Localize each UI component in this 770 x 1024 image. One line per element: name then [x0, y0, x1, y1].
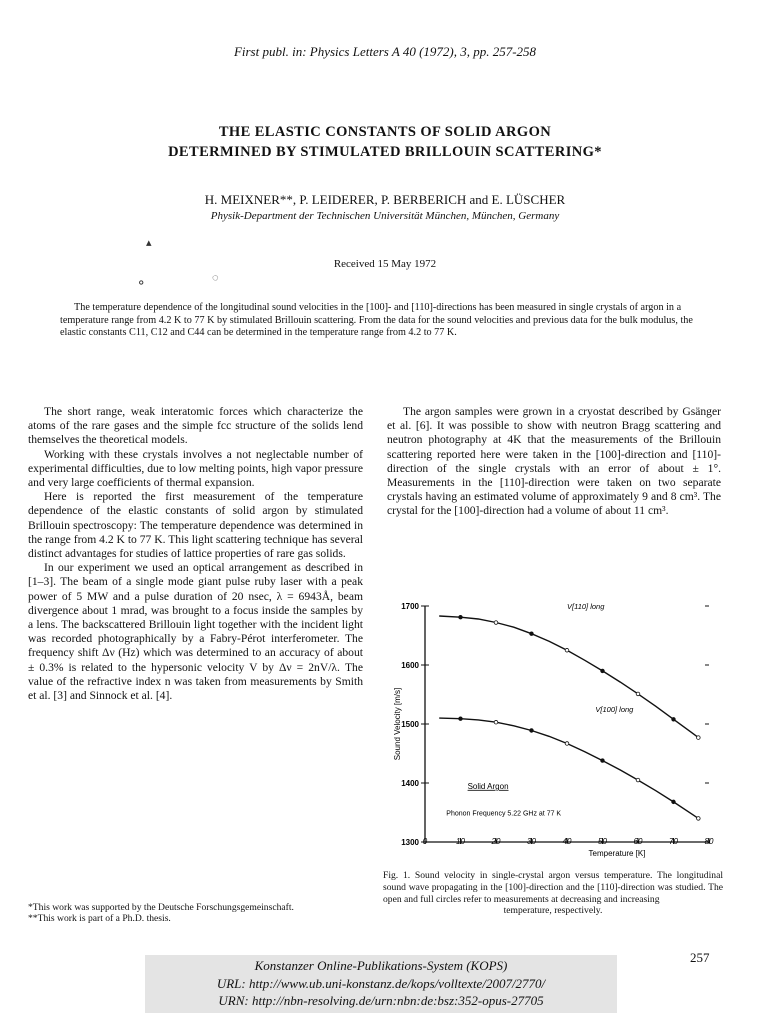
paragraph: In our experiment we used an optical arrangement as described in [1–3]. The beam of a single mode giant pulse ruby laser with a peak power of 5 MW and a pulse duration of 20 nsec, λ = 6943Å, beam divergence about 1 mrad, was brought to a focus inside the samples by a lens. The backscattered Brillouin light together with the incident light was recorded photographically by a Fabry-Pérot interferometer. The frequency shift Δν (Hz) which was determined to an accuracy of about ± 0.3% is related to the hypersonic velocity V by Δν = 2nV/λ. The value of the refractive index n was taken from measurements by Smith et al. [3] and Sinnock et al. [4].	[28, 561, 363, 703]
repository-name: Konstanzer Online-Publikations-System (KOPS)	[254, 958, 508, 973]
ink-speck: ᐤ	[138, 278, 145, 295]
repository-banner	[145, 955, 617, 1013]
data-point	[697, 817, 701, 821]
data-point	[601, 669, 605, 673]
x-tick-label: 10	[456, 837, 465, 846]
caption-last-line: temperature, respectively.	[503, 905, 603, 917]
y-tick-label: 1300	[401, 838, 419, 847]
data-point	[459, 615, 463, 619]
footnotes	[28, 902, 363, 924]
caption-text: Fig. 1. Sound velocity in single-crystal argon versus temperature. The longitudinal sound wave propagating in the [100]-direction and the [110]-direction was studied. The open and full circles refer to measurements at decreasing and increasing	[383, 870, 723, 905]
x-axis-label: Temperature [K]	[588, 849, 646, 858]
page-number: 257	[690, 950, 710, 965]
abstract	[60, 302, 710, 340]
y-tick-label: 1500	[401, 720, 419, 729]
data-point	[530, 729, 534, 733]
x-tick-label: 80	[704, 837, 714, 846]
data-point	[697, 736, 701, 740]
body-column-left	[28, 405, 363, 703]
data-point	[565, 648, 569, 652]
data-point	[601, 759, 605, 763]
x-tick-label: 20	[491, 837, 501, 846]
y-tick-label: 1600	[401, 661, 419, 670]
chart-annotation: Phonon Frequency 5.22 GHz at 77 K	[446, 810, 562, 818]
y-axis-label: Sound Velocity [m/s]	[393, 687, 402, 761]
ink-speck: ▴	[146, 237, 152, 249]
data-point	[494, 621, 498, 625]
repository-url: URL: http://www.ub.uni-konstanz.de/kops/volltexte/2007/2770/	[216, 975, 546, 991]
data-point	[459, 717, 463, 721]
x-tick-label: 40	[562, 837, 572, 846]
data-point	[530, 632, 534, 636]
ink-speck: ◌	[212, 272, 219, 284]
affiliation: Physik-Department der Technischen Universität München, München, Germany	[210, 210, 560, 222]
series-label: V[100] long	[595, 705, 634, 715]
footnote: **This work is part of a Ph.D. thesis.	[28, 913, 171, 925]
data-point	[636, 778, 640, 782]
footnote: *This work was supported by the Deutsche Forschungsgemeinschaft.	[28, 902, 294, 913]
paragraph: The short range, weak interatomic forces which characterize the atoms of the rare gases and the simple fcc structure of the solids lend themselves the theoretical models.	[28, 405, 363, 447]
title-line-2: DETERMINED BY STIMULATED BRILLOUIN SCATTERING*	[168, 144, 602, 160]
figure-caption	[383, 870, 723, 917]
body-column-right	[387, 405, 721, 519]
received-date: Received 15 May 1972	[333, 258, 437, 270]
data-point	[565, 742, 569, 746]
paragraph: The argon samples were grown in a cryostat described by Gsänger et al. [6]. It was possible to show with neutron Bragg scattering and neutron photography at 4K that the measurements of the Brillouin scattering reported here were taken in the [100]-direction and [110]-direction of the single crystals with an error of about ± 1°. Measurements in the [110]-direction were taken on two separate crystals having an estimated volume of approximately 9 and 8 cm³. The crystal for the [100]-direction had a volume of about 11 cm³.	[387, 405, 721, 518]
title-line-1: THE ELASTIC CONSTANTS OF SOLID ARGON	[218, 124, 552, 140]
abstract-text: The temperature dependence of the longitudinal sound velocities in the [100]- and [110]-directions has been measured in single crystals of argon in a temperature range from 4.2 K to 77 K by stimulated Brillouin scattering. From the data for the sound velocities and previous data for the bulk modulus, the elastic constants C11, C12 and C44 can be determined in the temperature range from 4.2 to 77 K.	[60, 302, 693, 339]
paragraph: Working with these crystals involves a not neglectable number of experimental difficulties, due to low melting points, high vapor pressure and very large coefficients of thermal expansion.	[28, 447, 363, 490]
authors: H. MEIXNER**, P. LEIDERER, P. BERBERICH and E. LÜSCHER	[204, 192, 566, 207]
x-tick-label: 50	[598, 837, 607, 846]
data-point	[636, 692, 640, 696]
x-tick-label: 70	[669, 837, 678, 846]
series-label: V[110] long	[567, 601, 605, 611]
repository-urn: URN: http://nbn-resolving.de/urn:nbn:de:bsz:352-opus-27705	[218, 993, 544, 1008]
data-point	[672, 717, 676, 721]
chart-annotation: Solid Argon	[467, 781, 509, 791]
publication-info: First publ. in: Physics Letters A 40 (1972), 3, pp. 257-258	[233, 44, 537, 59]
data-point	[672, 800, 676, 804]
x-tick-label: 0	[422, 837, 428, 846]
paragraph: Here is reported the first measurement of the temperature dependence of the elastic constants of solid argon by stimulated Brillouin spectroscopy: The temperature dependence was determined in the range from 4.2 K to 77 K. This light scattering technique has several distinct advantages for studies of lattice properties of rare gas solids.	[28, 490, 363, 561]
paper-title	[0, 122, 770, 162]
data-point	[494, 720, 498, 724]
y-tick-label: 1400	[401, 779, 419, 788]
sound-velocity-chart	[383, 598, 723, 868]
series-line	[439, 718, 698, 818]
x-tick-label: 30	[527, 837, 536, 846]
x-tick-label: 60	[633, 837, 643, 846]
y-tick-label: 1700	[401, 602, 419, 611]
